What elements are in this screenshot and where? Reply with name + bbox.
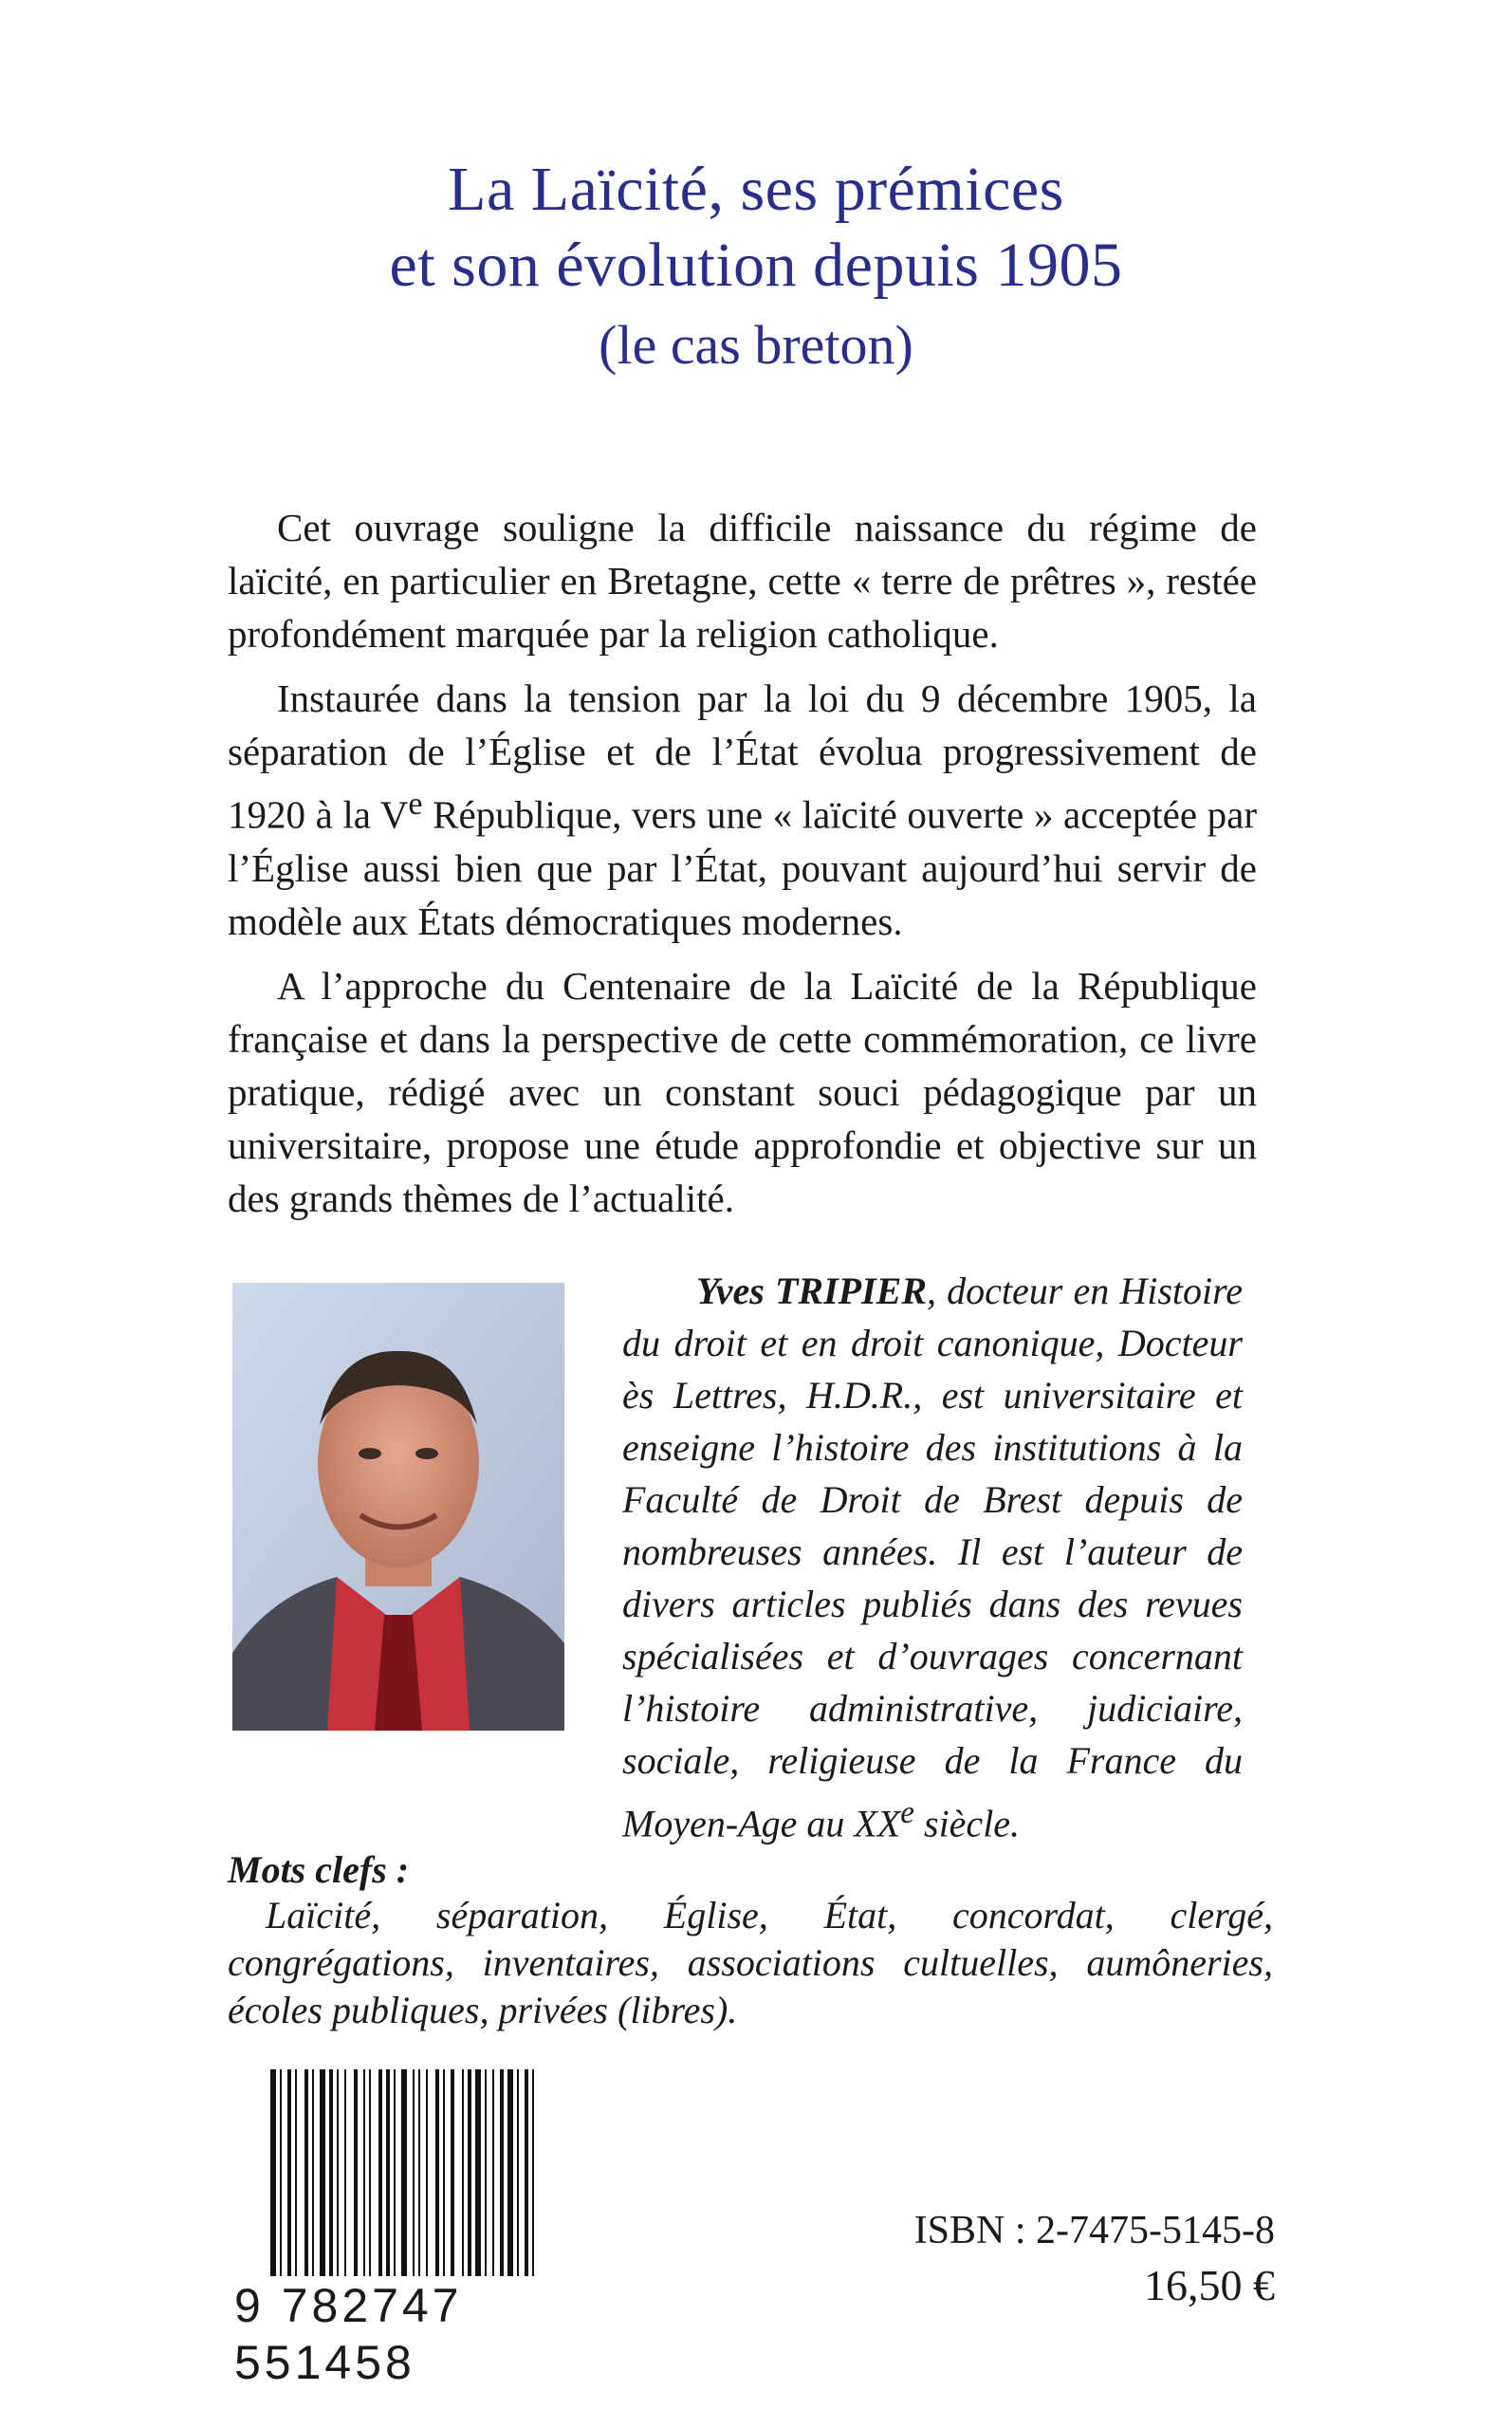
barcode-bar [354, 2069, 358, 2276]
barcode-bar [435, 2069, 439, 2276]
barcode-bar [475, 2069, 481, 2276]
barcode-bar [312, 2069, 314, 2276]
book-subtitle: (le cas breton) [599, 314, 913, 376]
barcode-bar [337, 2069, 339, 2276]
price: 16,50 € [1144, 2261, 1275, 2309]
barcode-bar [270, 2069, 276, 2276]
barcode-digits: 9 782747 551458 [234, 2279, 463, 2389]
barcode-bar [378, 2069, 382, 2276]
barcode-bar [418, 2069, 420, 2276]
barcode-bar [451, 2069, 454, 2276]
blurb-paragraph-1: Cet ouvrage souligne la difficile naissance du régime de laïcité, en particulier en Bretagne, cette « terre de prêtres », restée profondément marquée par la religion catholique. [228, 506, 1257, 656]
barcode-bar [295, 2069, 297, 2276]
barcode-bar [280, 2069, 282, 2276]
barcode-bar [426, 2069, 428, 2276]
blurb-paragraph-2-end: République, vers une « laïcité ouverte » acceptée par l’Église aussi bien que par l’État, pouvant aujourd’hui servir de modèle aux États démocratiques modernes. [228, 792, 1257, 943]
barcode-bar [468, 2069, 471, 2276]
barcode-bar [492, 2069, 494, 2276]
barcode-bars [234, 2069, 635, 2276]
barcode-bar [500, 2069, 504, 2276]
barcode-bar [517, 2069, 519, 2276]
barcode-bar [320, 2069, 325, 2276]
barcode-bar [525, 2069, 528, 2276]
barcode-bar [532, 2069, 534, 2276]
book-title-line-1: La Laïcité, ses prémices [448, 155, 1064, 224]
keywords-label: Mots clefs : [228, 1848, 410, 1891]
barcode-bar [394, 2069, 396, 2276]
blurb-paragraph-2-superscript: e [408, 787, 423, 822]
author-portrait-image [232, 1283, 564, 1731]
book-title-line-2: et son évolution depuis 1905 [389, 231, 1123, 300]
barcode-bar [462, 2069, 464, 2276]
barcode-bar [363, 2069, 365, 2276]
barcode-bar [344, 2069, 346, 2276]
blurb-paragraph-3: A l’approche du Centenaire de la Laïcité de la République française et dans la perspective de cette commémoration, ce livre pratique, rédigé avec un constant souci pédagogique par un universitaire, propose une étude approfondie et objective sur un des grands thèmes de l’actualité. [228, 963, 1257, 1220]
isbn-number: ISBN : 2-7475-5145-8 [913, 2209, 1275, 2252]
barcode-bar [287, 2069, 291, 2276]
author-photo [232, 1283, 564, 1731]
barcode-bar [485, 2069, 487, 2276]
barcode-bar [507, 2069, 513, 2276]
barcode-bar [369, 2069, 371, 2276]
barcode-bar [329, 2069, 333, 2276]
cover-title-block [0, 152, 1512, 383]
barcode-bar [413, 2069, 415, 2276]
author-bio-superscript: e [900, 1795, 914, 1830]
back-cover-blurb [228, 501, 1257, 1236]
barcode-bar [401, 2069, 407, 2276]
blurb-paragraph-2 [228, 672, 1257, 948]
author-biography [622, 1265, 1243, 1849]
barcode-bar [304, 2069, 308, 2276]
keywords-list [228, 1892, 1273, 2034]
barcode-bar [443, 2069, 445, 2276]
barcode-bar [386, 2069, 390, 2276]
author-name: Yves TRIPIER [696, 1269, 928, 1312]
author-bio-end: siècle. [914, 1802, 1021, 1845]
blurb-paragraph-2-start: Instaurée dans la tension par la loi du 9 décembre 1905, la séparation de l’Église et de l’État évolua progressivement de 1920 à la V [228, 676, 1257, 837]
author-bio-text: , docteur en Histoire du droit et en droit canonique, Docteur ès Lettres, H.D.R., est universitaire et enseigne l’histoire des institutions à la Faculté de Droit de Brest depuis de nombreuses années. Il est l’auteur de divers articles publiés dans des revues spécialisées et d’ouvrages concernant l’histoire administrative, judiciaire, sociale, religieuse de la France du Moyen-Age au XX [622, 1269, 1243, 1845]
keywords-text: Laïcité, séparation, Église, État, concordat, clergé, congrégations, inventaires, associations cultuelles, aumôneries, écoles publiques, privées (libres). [228, 1894, 1273, 2031]
